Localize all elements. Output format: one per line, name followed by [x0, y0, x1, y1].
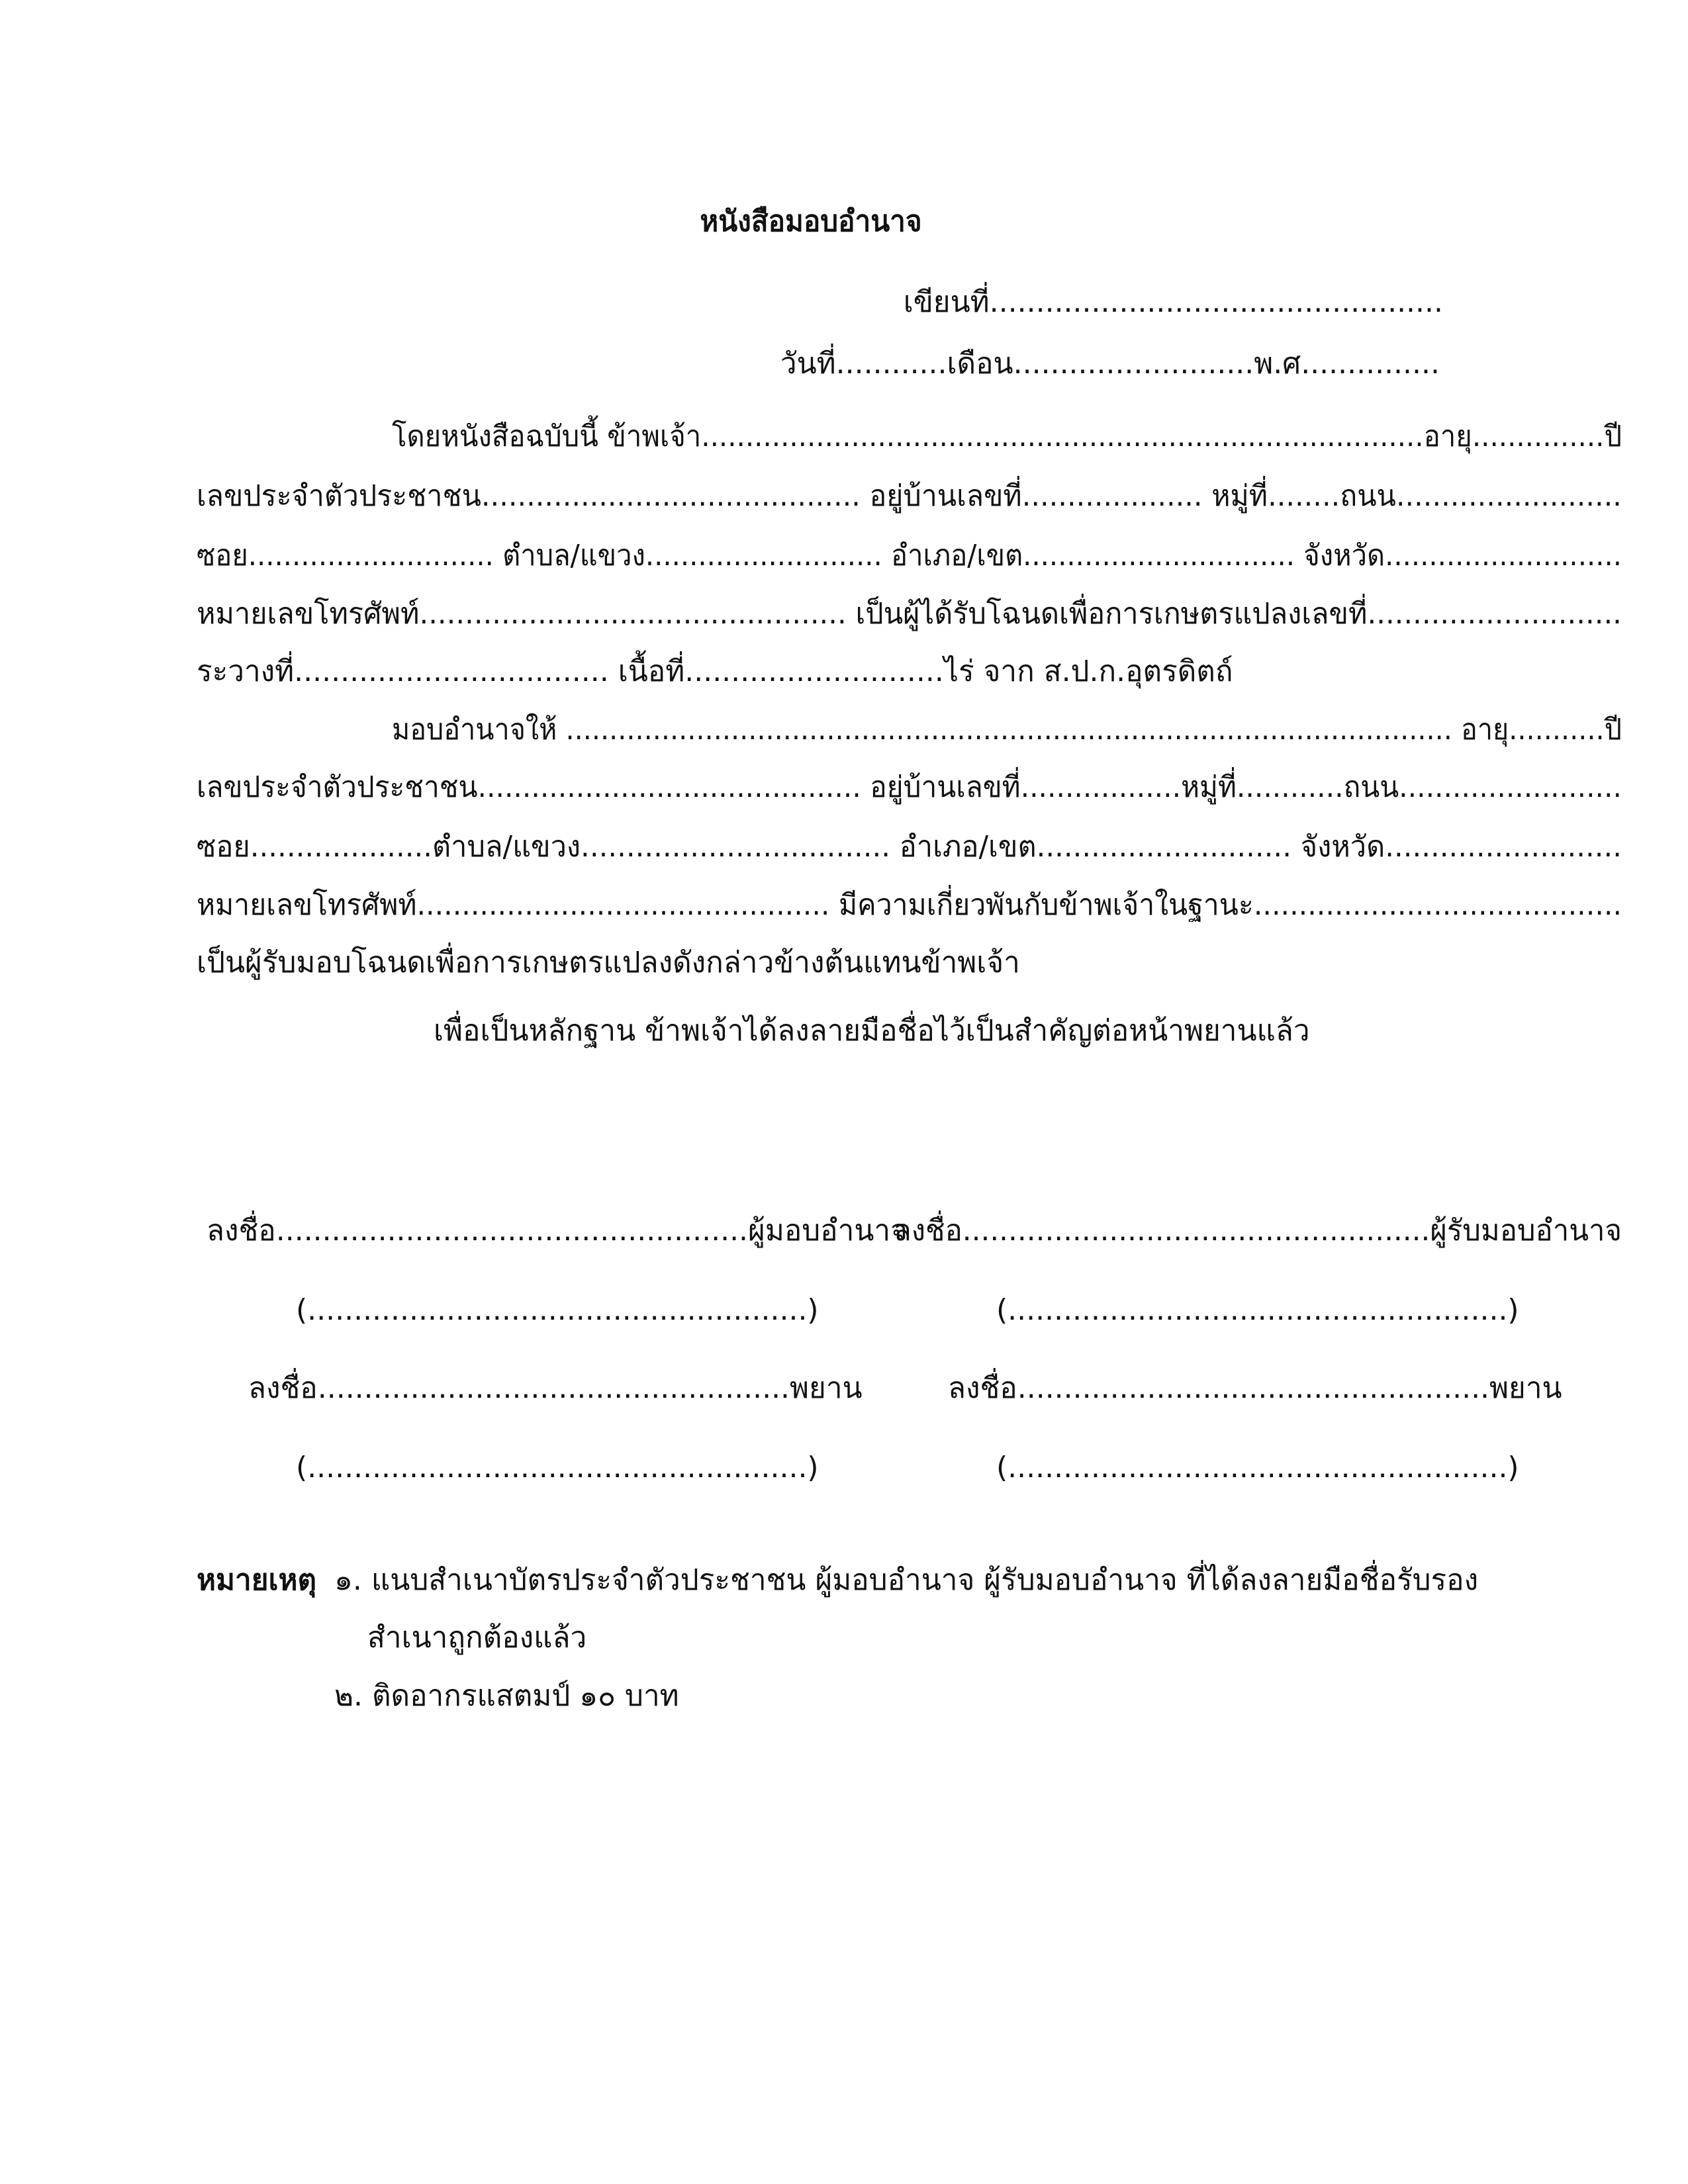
- grantee-line-3: ซอย....................ตำบล/แขวง.................................. อำเภอ/เขต............................ จังหวัด..........................: [197, 830, 1622, 864]
- remark-item-2: ๒. ติดอากรแสตมป์ ๑๐ บาท: [334, 1679, 679, 1713]
- witness-1-signature-line: ลงชื่อ...................................................พยาน: [248, 1371, 863, 1405]
- grantor-line-4: หมายเลขโทรศัพท์............................................... เป็นผู้ได้รับโฉนดเพื่อการเกษตรแปลงเลขที่............................: [197, 597, 1622, 631]
- evidence-statement: เพื่อเป็นหลักฐาน ข้าพเจ้าได้ลงลายมือชื่อไว้เป็นสำคัญต่อหน้าพยานแล้ว: [434, 1014, 1310, 1048]
- grantee-line-4: หมายเลขโทรศัพท์.............................................. มีความเกี่ยวพันกับข้าพเจ้าในฐานะ.........................................: [197, 888, 1622, 922]
- grantor-line-3: ซอย............................ ตำบล/แขวง........................... อำเภอ/เขต............................... จังหวัด...........................: [197, 539, 1622, 572]
- witness-1-name-blank: (......................................................): [296, 1451, 819, 1484]
- witness-2-name-blank: (......................................................): [996, 1451, 1519, 1484]
- remark-item-1: ๑. แนบสำเนาบัตรประจำตัวประชาชน ผู้มอบอำนาจ ผู้รับมอบอำนาจ ที่ได้ลงลายมือชื่อรับรอง: [334, 1563, 1479, 1597]
- remarks-label: หมายเหตุ: [197, 1563, 317, 1597]
- written-at-line: เขียนที่.................................................: [903, 285, 1443, 319]
- grantee-name-blank: (......................................................): [996, 1293, 1519, 1327]
- witness-2-signature-line: ลงชื่อ...................................................พยาน: [948, 1371, 1562, 1405]
- remark-item-1-continued: สำเนาถูกต้องแล้ว: [367, 1621, 587, 1655]
- grantor-name-blank: (......................................................): [296, 1293, 819, 1327]
- grantor-line-2: เลขประจำตัวประชาชน.......................................... อยู่บ้านเลขที่.................... หมู่ที่........ถนน.........................: [197, 479, 1622, 513]
- grantee-signature-line: ลงชื่อ...................................................ผู้รับมอบอำนาจ: [894, 1214, 1622, 1248]
- grantor-signature-line: ลงชื่อ...................................................ผู้มอบอำนาจ: [207, 1214, 908, 1248]
- grantee-line-1: มอบอำนาจให้ ...................................................................................................... อายุ...........ปี: [392, 713, 1622, 747]
- grantor-line-5: ระวางที่.................................. เนื้อที่............................ไร่ จาก ส.ป.ก.อุตรดิตถ์: [197, 655, 1233, 688]
- document-title: หนังสือมอบอำนาจ: [700, 205, 922, 238]
- date-line: วันที่............เดือน..........................พ.ศ...............: [780, 347, 1440, 381]
- grantor-line-1: โดยหนังสือฉบับนี้ ข้าพเจ้า..................................................................................อายุ...............ปี: [392, 420, 1622, 453]
- grantee-line-5: เป็นผู้รับมอบโฉนดเพื่อการเกษตรแปลงดังกล่าวข้างต้นแทนข้าพเจ้า: [197, 946, 1020, 979]
- grantee-line-2: เลขประจำตัวประชาชน........................................... อยู่บ้านเลขที่..................หมู่ที่............ถนน.........................: [197, 770, 1622, 804]
